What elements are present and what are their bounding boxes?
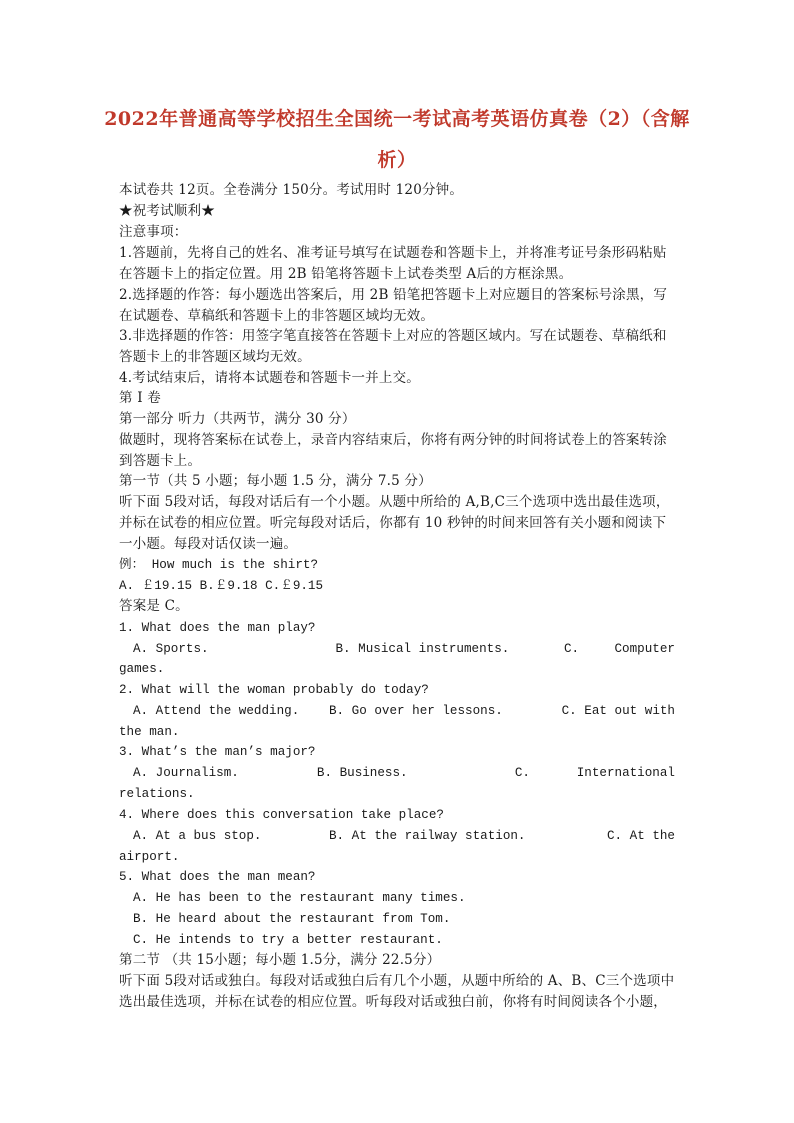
section1-instruction-a: 听下面 5段对话，每段对话后有一个小题。从题中所给的 A,B,C三个选项中选出最佳选项， <box>119 494 670 510</box>
question-1-options <box>119 641 675 657</box>
example-answer: 答案是 C。 <box>119 598 189 614</box>
notice-1-line-b: 在答题卡上的指定位置。用 2B 铅笔将答题卡上试卷类型 A后的方框涂黑。 <box>119 266 573 282</box>
example-options: A. ￡19.15 B.￡9.18 C.￡9.15 <box>119 579 324 593</box>
notice-4: 4.考试结束后，请将本试题卷和答题卡一并上交。 <box>119 370 420 386</box>
question-4-wrap: airport. <box>119 850 180 864</box>
part1-heading: 第一部分 听力（共两节，满分 30 分） <box>119 411 356 427</box>
question-3: 3. What’s the man’s major? <box>119 745 316 759</box>
option-b: B. Go over her lessons. <box>329 704 503 718</box>
question-3-options <box>119 765 675 781</box>
option-c-tail: Computer <box>614 642 675 656</box>
exam-summary: 本试卷共 12页。全卷满分 150分。考试用时 120分钟。 <box>119 182 464 198</box>
section2-instruction-b: 选出最佳选项，并标在试卷的相应位置。听每段对话或独白前，你将有时间阅读各个小题， <box>119 994 667 1010</box>
option-b: B. At the railway station. <box>329 829 526 843</box>
section1-heading: 第一节（共 5 小题；每小题 1.5 分，满分 7.5 分） <box>119 473 432 489</box>
notice-2-line-b: 在试题卷、草稿纸和答题卡上的非答题区域均无效。 <box>119 308 435 324</box>
question-2-options <box>119 703 675 719</box>
document-title-line2: 析） <box>377 149 417 171</box>
question-3-wrap: relations. <box>119 787 195 801</box>
question-5-option-c: C. He intends to try a better restaurant. <box>133 933 443 947</box>
question-1-wrap: games. <box>119 662 165 676</box>
option-a: A. Attend the wedding. <box>133 704 300 718</box>
question-4: 4. Where does this conversation take place? <box>119 808 444 822</box>
example-question: 例： How much is the shirt? <box>119 558 319 572</box>
section2-heading: 第二节 （共 15小题；每小题 1.5分，满分 22.5分） <box>119 952 441 968</box>
notice-1-line-a: 1.答题前，先将自己的姓名、准考证号填写在试题卷和答题卡上，并将准考证号条形码粘贴 <box>119 245 667 261</box>
volume-heading: 第 I 卷 <box>119 390 161 406</box>
question-5: 5. What does the man mean? <box>119 870 316 884</box>
section2-instruction-a: 听下面 5段对话或独白。每段对话或独白后有几个小题，从题中所给的 A、B、C三个选项中 <box>119 973 675 989</box>
question-4-options <box>119 828 675 844</box>
notice-heading: 注意事项： <box>119 224 188 240</box>
option-c: C. At the <box>606 829 675 843</box>
option-b: B. Musical instruments. <box>335 642 510 656</box>
option-c-tail: International <box>576 766 675 780</box>
good-luck-line: ★祝考试顺利★ <box>119 203 215 219</box>
question-2: 2. What will the woman probably do today? <box>119 683 429 697</box>
option-a: A. Sports. <box>133 642 209 656</box>
notice-3-line-b: 答题卡上的非答题区域均无效。 <box>119 349 311 365</box>
document-title-line1: 2022年普通高等学校招生全国统一考试高考英语仿真卷（2）（含解 <box>104 108 690 130</box>
part1-instruction-a: 做题时，现将答案标在试卷上，录音内容结束后，你将有两分钟的时间将试卷上的答案转涂 <box>119 432 667 448</box>
notice-3-line-a: 3.非选择题的作答：用签字笔直接答在答题卡上对应的答题区域内。写在试题卷、草稿纸和 <box>119 328 667 344</box>
question-1: 1. What does the man play? <box>119 621 316 635</box>
option-a: A. Journalism. <box>133 766 239 780</box>
notice-2-line-a: 2.选择题的作答：每小题选出答案后，用 2B 铅笔把答题卡上对应题目的答案标号涂黑，写 <box>119 287 668 303</box>
section1-instruction-c: 一小题。每段对话仅读一遍。 <box>119 536 298 552</box>
question-5-option-a: A. He has been to the restaurant many times. <box>133 891 466 905</box>
option-c: C. <box>564 642 580 656</box>
option-b: B. Business. <box>316 766 408 780</box>
section1-instruction-b: 并标在试卷的相应位置。听完每段对话后，你都有 10 秒钟的时间来回答有关小题和阅读下 <box>119 515 667 531</box>
question-2-wrap: the man. <box>119 725 180 739</box>
part1-instruction-b: 到答题卡上。 <box>119 453 202 469</box>
option-a: A. At a bus stop. <box>133 829 262 843</box>
option-c: C. <box>514 766 530 780</box>
question-5-option-b: B. He heard about the restaurant from Tom. <box>133 912 451 926</box>
option-c: C. Eat out with <box>561 704 675 718</box>
